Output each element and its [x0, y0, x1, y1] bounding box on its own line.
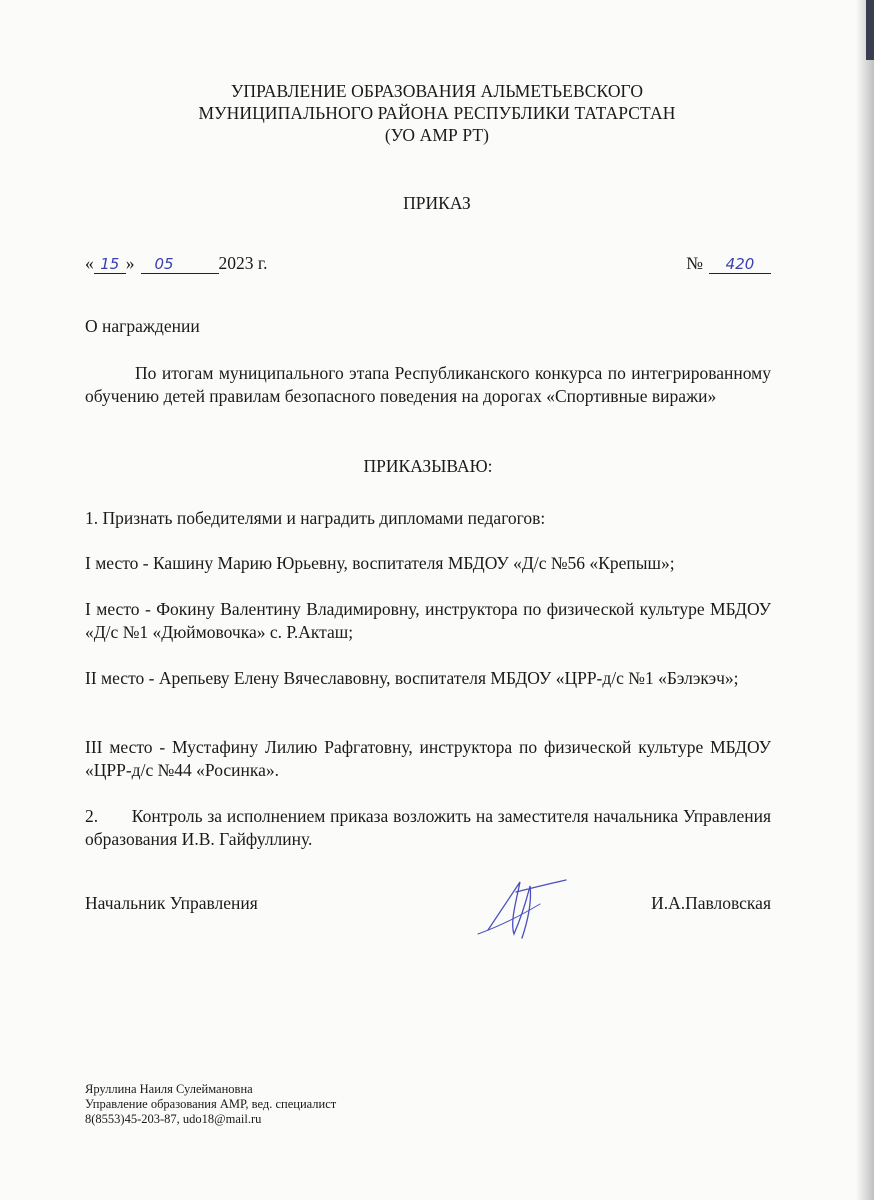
scan-corner-shadow: [866, 0, 874, 60]
handwritten-signature: [470, 872, 580, 942]
issuer-header: [0, 80, 874, 146]
award-3: II место - Арепьеву Елену Вячеславовну, воспитателя МБДОУ «ЦРР-д/с №1 «Бэлэкэч»;: [85, 668, 739, 688]
item-2: 2. Контроль за исполнением приказа возложить на заместителя начальника Управления образования И.В. Гайфуллину.: [85, 806, 771, 849]
preamble-paragraph: По итогам муниципального этапа Республиканского конкурса по интегрированному обучению детей правилам безопасного поведения на дорогах «Спортивные виражи»: [85, 363, 771, 406]
scan-edge-shadow: [856, 0, 874, 1200]
footer-author: Яруллина Наиля Сулеймановна: [85, 1082, 253, 1096]
order-word: ПРИКАЗЫВАЮ:: [363, 456, 493, 476]
order-subject: О награждении: [85, 316, 200, 336]
date-day-handwritten: 15: [94, 255, 126, 274]
footer-department: Управление образования АМР, вед. специалист: [85, 1097, 337, 1111]
header-line-1: УПРАВЛЕНИЕ ОБРАЗОВАНИЯ АЛЬМЕТЬЕВСКОГО: [230, 81, 644, 101]
number-handwritten: 420: [709, 255, 771, 274]
date-year: 2023 г.: [218, 253, 268, 273]
footer-contacts: 8(8553)45-203-87, udo18@mail.ru: [85, 1112, 262, 1126]
header-line-3: (УО АМР РТ): [384, 125, 490, 145]
number-label: №: [686, 253, 703, 273]
signatory-position: Начальник Управления: [85, 893, 258, 913]
header-line-2: МУНИЦИПАЛЬНОГО РАЙОНА РЕСПУБЛИКИ ТАТАРСТАН: [198, 103, 676, 123]
contact-footer: [85, 1082, 336, 1127]
date-open-quote: «: [85, 253, 94, 273]
item-1: 1. Признать победителями и наградить дипломами педагогов:: [85, 508, 546, 528]
date-month-handwritten: 05: [141, 255, 219, 274]
signatory-name: И.А.Павловская: [651, 893, 771, 913]
document-title: ПРИКАЗ: [403, 193, 471, 213]
award-2: I место - Фокину Валентину Владимировну, инструктора по физической культуре МБДОУ «Д/с №1 «Дюймовочка» с. Р.Акташ;: [85, 599, 771, 642]
award-1: I место - Кашину Марию Юрьевну, воспитателя МБДОУ «Д/с №56 «Крепыш»;: [85, 553, 675, 573]
order-date: [85, 253, 267, 274]
date-close-quote: »: [125, 253, 135, 273]
award-4: III место - Мустафину Лилию Рафгатовну, инструктора по физической культуре МБДОУ «ЦРР-д/с №44 «Росинка».: [85, 737, 771, 780]
order-number: [686, 253, 771, 274]
date-number-line: [85, 253, 771, 279]
